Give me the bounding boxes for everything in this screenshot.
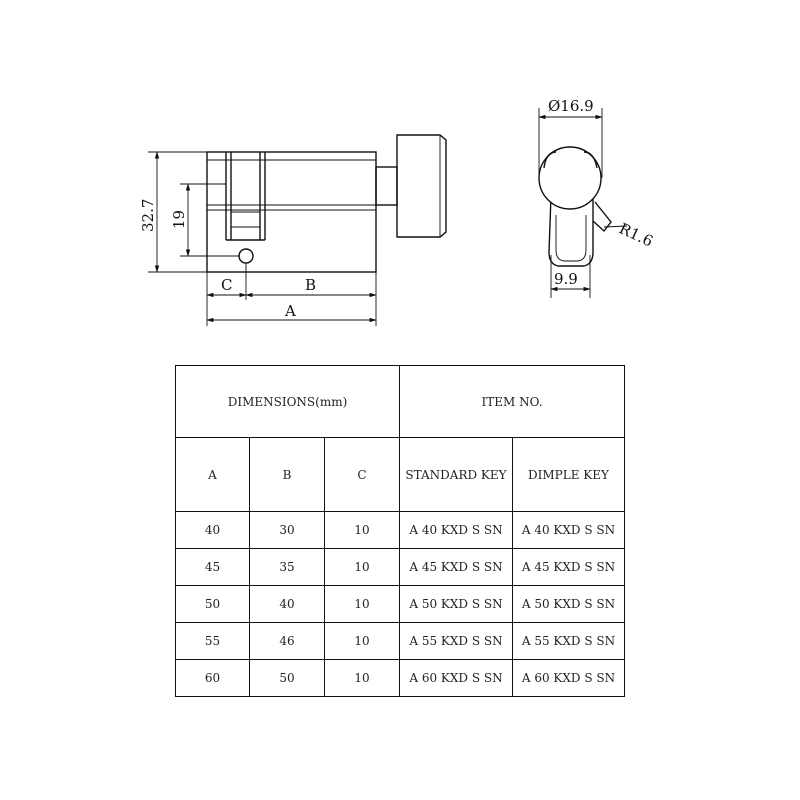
- cell-dimple-key: A 40 KXD S SN: [513, 512, 625, 549]
- column-header-standard-key: STANDARD KEY: [400, 438, 513, 512]
- end-view: [539, 97, 656, 298]
- keyhole: [239, 249, 253, 263]
- header-dimensions: DIMENSIONS(mm): [176, 366, 400, 438]
- dim-c-label: C: [221, 276, 233, 294]
- cell-dimple-key: A 50 KXD S SN: [513, 586, 625, 623]
- cell-c: 10: [325, 512, 400, 549]
- dim-width-label: 9.9: [554, 270, 578, 288]
- dim-b-label: B: [305, 276, 317, 294]
- table-row: [176, 549, 625, 586]
- cell-b: 50: [250, 660, 325, 697]
- cell-c: 10: [325, 660, 400, 697]
- dim-cam-label: 19: [170, 209, 188, 229]
- cell-b: 30: [250, 512, 325, 549]
- thumb-turn-knob: [397, 135, 446, 237]
- cell-c: 10: [325, 586, 400, 623]
- cam-slot: [226, 152, 265, 240]
- cell-standard-key: A 55 KXD S SN: [400, 623, 513, 660]
- cell-dimple-key: A 55 KXD S SN: [513, 623, 625, 660]
- cell-b: 35: [250, 549, 325, 586]
- cell-a: 45: [176, 549, 250, 586]
- column-header-a: A: [176, 438, 250, 512]
- table-row: [176, 586, 625, 623]
- dim-a-label: A: [285, 302, 296, 320]
- dim-radius-label: R1.6: [616, 219, 656, 251]
- header-item-no: ITEM NO.: [400, 366, 625, 438]
- cell-a: 60: [176, 660, 250, 697]
- cell-c: 10: [325, 549, 400, 586]
- cell-standard-key: A 50 KXD S SN: [400, 586, 513, 623]
- cell-a: 55: [176, 623, 250, 660]
- cell-c: 10: [325, 623, 400, 660]
- cell-standard-key: A 40 KXD S SN: [400, 512, 513, 549]
- cell-a: 50: [176, 586, 250, 623]
- dimensions-table: [175, 365, 625, 697]
- table-row: [176, 512, 625, 549]
- column-header-c: C: [325, 438, 400, 512]
- technical-drawing: [0, 0, 800, 350]
- column-header-dimple-key: DIMPLE KEY: [513, 438, 625, 512]
- side-view: [139, 135, 446, 326]
- cell-dimple-key: A 60 KXD S SN: [513, 660, 625, 697]
- turn-shaft: [376, 167, 397, 205]
- cell-b: 40: [250, 586, 325, 623]
- dim-height-label: 32.7: [139, 198, 157, 232]
- cell-dimple-key: A 45 KXD S SN: [513, 549, 625, 586]
- table-row: [176, 623, 625, 660]
- table-row: [176, 660, 625, 697]
- cell-a: 40: [176, 512, 250, 549]
- cell-standard-key: A 60 KXD S SN: [400, 660, 513, 697]
- cell-standard-key: A 45 KXD S SN: [400, 549, 513, 586]
- column-header-b: B: [250, 438, 325, 512]
- cell-b: 46: [250, 623, 325, 660]
- dim-diameter-label: Ø16.9: [548, 97, 594, 115]
